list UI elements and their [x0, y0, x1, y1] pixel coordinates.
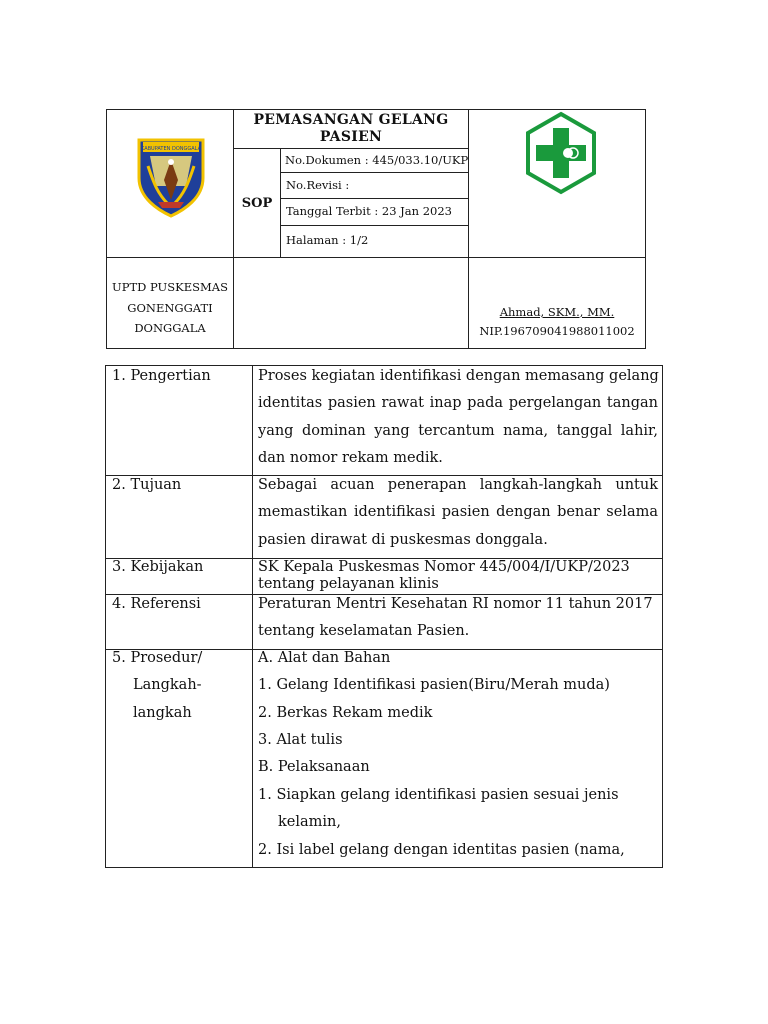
kebijakan-line: SK Kepala Puskesmas Nomor 445/004/I/UKP/2023	[258, 559, 630, 575]
sop-label: SOP	[241, 196, 273, 211]
prosedur-line: 2. Berkas Rekam medik	[258, 705, 433, 721]
tujuan-line: Sebagai acuan penerapan langkah-langkah untuk	[258, 477, 658, 493]
signer-nip: NIP.196709041988011002	[479, 324, 635, 338]
doc-number: No.Dokumen : 445/033.10/UKP	[285, 153, 468, 167]
org-name-line3: DONGGALA	[134, 321, 206, 335]
label-kebijakan: 3. Kebijakan	[112, 559, 204, 575]
prosedur-line: kelamin,	[278, 814, 341, 830]
prosedur-line: 1. Gelang Identifikasi pasien(Biru/Merah muda)	[258, 677, 610, 693]
page-number: Halaman : 1/2	[286, 233, 369, 247]
tujuan-line: pasien dirawat di puskesmas donggala.	[258, 532, 548, 548]
referensi-line: tentang keselamatan Pasien.	[258, 623, 470, 639]
label-prosedur-line2: Langkah-	[133, 677, 202, 693]
pengertian-line: identitas pasien rawat inap pada pergelangan tangan	[258, 395, 658, 411]
prosedur-line: 1. Siapkan gelang identifikasi pasien sesuai jenis	[258, 787, 619, 803]
label-referensi: 4. Referensi	[112, 596, 201, 612]
label-prosedur: 5. Prosedur/	[112, 650, 203, 666]
prosedur-line: 3. Alat tulis	[258, 732, 343, 748]
label-pengertian: 1. Pengertian	[112, 368, 211, 384]
kebijakan-line: tentang pelayanan klinis	[258, 576, 439, 592]
page-title-line2: PASIEN	[319, 129, 383, 145]
issue-date: Tanggal Terbit : 23 Jan 2023	[286, 204, 452, 218]
puskesmas-logo	[524, 110, 598, 196]
signer-name: Ahmad, SKM., MM.	[499, 305, 615, 319]
prosedur-line: 2. Isi label gelang dengan identitas pasien (nama,	[258, 842, 625, 858]
label-prosedur-line3: langkah	[133, 705, 192, 721]
org-name-line1: UPTD PUSKESMAS	[112, 280, 228, 294]
kabupaten-crest-logo	[134, 136, 208, 218]
crest-banner-text: KABUPATEN DONGGALA	[141, 146, 201, 152]
pengertian-line: yang dominan yang tercantum nama, tanggal lahir,	[258, 423, 658, 439]
pengertian-line: dan nomor rekam medik.	[258, 450, 443, 466]
prosedur-line: B. Pelaksanaan	[258, 759, 370, 775]
org-name-line2: GONENGGATI	[127, 301, 213, 315]
revision-number: No.Revisi :	[286, 178, 350, 192]
label-tujuan: 2. Tujuan	[112, 477, 182, 493]
header-blank-cell	[233, 257, 469, 349]
referensi-line: Peraturan Mentri Kesehatan RI nomor 11 tahun 2017	[258, 596, 653, 612]
page-title-line1: PEMASANGAN GELANG	[253, 112, 449, 128]
pengertian-line: Proses kegiatan identifikasi dengan memasang gelang	[258, 368, 659, 384]
prosedur-line: A. Alat dan Bahan	[258, 650, 391, 666]
doc-number-clip	[285, 150, 468, 170]
tujuan-line: memastikan identifikasi pasien dengan benar selama	[258, 504, 658, 520]
